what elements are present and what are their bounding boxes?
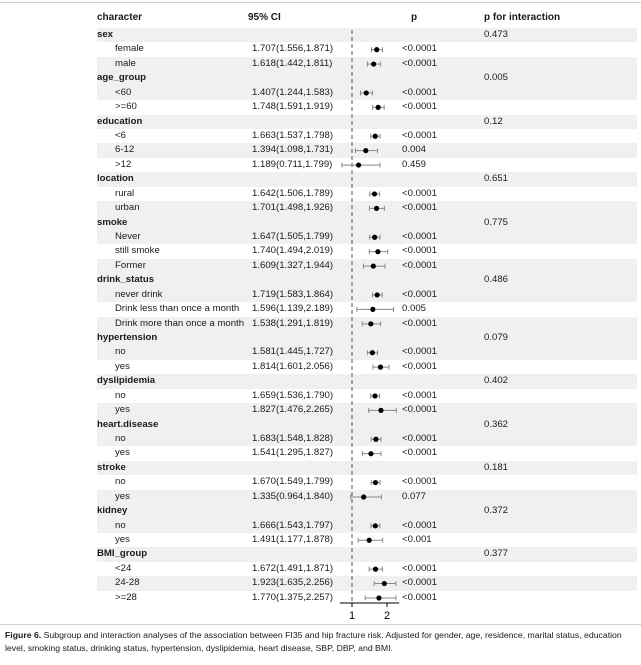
ci-text: 1.701(1.498,1.926)	[252, 202, 334, 214]
point-estimate	[364, 90, 369, 95]
subgroup-label: yes	[115, 447, 130, 459]
header-p: p	[411, 12, 418, 23]
group-label: stroke	[97, 461, 126, 473]
p-value: <0.0001	[402, 57, 437, 69]
subgroup-label: still smoke	[115, 245, 160, 257]
subgroup-label: no	[115, 389, 126, 401]
p-value: <0.0001	[402, 433, 437, 445]
ci-text: 1.394(1.098,1.731)	[252, 144, 334, 156]
point-estimate	[374, 206, 379, 211]
subgroup-label: male	[115, 57, 136, 69]
point-estimate	[371, 61, 376, 66]
caption-text: Subgroup and interaction analyses of the association between FI35 and hip fracture risk. Adjusted for gender, age, residence, marital status, education level, smoking status, drinking status, hypertension, dyslipidemia, heart disease, SBP, DBP, and BMI.	[5, 630, 622, 653]
point-estimate	[371, 263, 376, 268]
group-label: smoke	[97, 216, 128, 228]
p-interaction-value: 0.181	[484, 461, 509, 473]
p-interaction-value: 0.651	[484, 173, 509, 185]
point-estimate	[382, 581, 387, 586]
point-estimate	[375, 249, 380, 254]
subgroup-label: never drink	[115, 288, 163, 300]
p-value: <0.0001	[402, 187, 437, 199]
group-label: BMI_group	[97, 548, 148, 560]
caption-rule	[0, 624, 641, 625]
ci-text: 1.538(1.291,1.819)	[252, 317, 334, 329]
ci-text: 1.770(1.375,2.257)	[252, 591, 334, 603]
group-label: education	[97, 115, 143, 127]
ci-text: 1.189(0.711,1.799)	[252, 158, 333, 170]
ci-text: 1.647(1.505,1.799)	[252, 231, 334, 243]
ci-text: 1.683(1.548,1.828)	[252, 433, 334, 445]
point-estimate	[372, 235, 377, 240]
p-value: <0.0001	[402, 86, 437, 98]
subgroup-label: >=60	[115, 101, 137, 113]
subgroup-label: female	[115, 43, 144, 55]
point-estimate	[356, 162, 361, 167]
point-estimate	[376, 105, 381, 110]
point-estimate	[373, 134, 378, 139]
group-label: kidney	[97, 505, 128, 517]
point-estimate	[375, 292, 380, 297]
p-value: <0.0001	[402, 360, 437, 372]
ci-text: 1.814(1.601,2.056)	[252, 360, 334, 372]
ci-text: 1.335(0.964,1.840)	[252, 490, 334, 502]
subgroup-label: >=28	[115, 591, 137, 603]
p-value: <0.0001	[402, 259, 437, 271]
header-character: character	[97, 12, 143, 23]
p-value: <0.0001	[402, 245, 437, 257]
subgroup-label: no	[115, 346, 126, 358]
group-label: location	[97, 173, 134, 185]
ci-text: 1.609(1.327,1.944)	[252, 259, 334, 271]
x-tick-label: 2	[383, 610, 391, 622]
ci-text: 1.923(1.635,2.256)	[252, 577, 334, 589]
p-value: <0.0001	[402, 317, 437, 329]
subgroup-label: >12	[115, 158, 132, 170]
p-value: <0.0001	[402, 591, 437, 603]
ci-text: 1.596(1.139,2.189)	[252, 303, 334, 315]
point-estimate	[372, 393, 377, 398]
subgroup-label: <60	[115, 86, 132, 98]
p-value: <0.0001	[402, 202, 437, 214]
p-value: 0.459	[402, 158, 427, 170]
point-estimate	[372, 191, 377, 196]
caption-label: Figure 6.	[5, 630, 42, 640]
p-value: 0.005	[402, 303, 427, 315]
subgroup-label: <6	[115, 130, 126, 141]
ci-text: 1.740(1.494,2.019)	[252, 245, 334, 257]
p-value: <0.0001	[402, 476, 437, 488]
ci-text: 1.663(1.537,1.798)	[252, 130, 334, 141]
ci-text: 1.670(1.549,1.799)	[252, 476, 334, 488]
p-value: <0.0001	[402, 404, 437, 416]
point-estimate	[373, 523, 378, 528]
subgroup-label: yes	[115, 490, 130, 502]
x-tick-label: 1	[348, 610, 356, 622]
point-estimate	[370, 307, 375, 312]
point-estimate	[376, 595, 381, 600]
subgroup-label: no	[115, 433, 126, 445]
subgroup-label: 6-12	[115, 144, 135, 156]
group-label: drink_status	[97, 274, 155, 286]
subgroup-label: Never	[115, 231, 141, 243]
group-label: age_group	[97, 72, 147, 84]
p-value: <0.0001	[402, 43, 437, 55]
point-estimate	[367, 538, 372, 543]
p-value: <0.0001	[402, 519, 437, 531]
p-interaction-value: 0.402	[484, 375, 509, 387]
header-p-interaction: p for interaction	[484, 12, 561, 23]
p-interaction-value: 0.005	[484, 72, 509, 84]
p-value: <0.0001	[402, 389, 437, 401]
ci-text: 1.618(1.442,1.811)	[252, 57, 333, 69]
subgroup-label: Drink more than once a month	[115, 317, 245, 329]
group-label: dyslipidemia	[97, 375, 156, 387]
ci-text: 1.827(1.476,2.265)	[252, 404, 334, 416]
p-value: <0.0001	[402, 231, 437, 243]
group-label: heart.disease	[97, 418, 159, 430]
subgroup-label: no	[115, 476, 126, 488]
subgroup-label: yes	[115, 360, 130, 372]
ci-text: 1.541(1.295,1.827)	[252, 447, 334, 459]
point-estimate	[363, 148, 368, 153]
p-interaction-value: 0.362	[484, 418, 509, 430]
point-estimate	[373, 437, 378, 442]
group-label: hypertension	[97, 332, 158, 344]
subgroup-label: urban	[115, 202, 140, 214]
subgroup-label: Former	[115, 259, 146, 271]
group-label: sex	[97, 29, 114, 40]
ci-text: 1.666(1.543,1.797)	[252, 519, 334, 531]
point-estimate	[368, 451, 373, 456]
point-estimate	[368, 321, 373, 326]
ci-text: 1.659(1.536,1.790)	[252, 389, 334, 401]
p-interaction-value: 0.377	[484, 548, 509, 560]
subgroup-label: Drink less than once a month	[115, 303, 240, 315]
p-value: <0.0001	[402, 130, 437, 141]
p-interaction-value: 0.775	[484, 216, 509, 228]
p-value: <0.0001	[402, 562, 437, 574]
p-value: <0.0001	[402, 447, 437, 459]
p-value: <0.0001	[402, 288, 437, 300]
ci-text: 1.719(1.583,1.864)	[252, 288, 334, 300]
subgroup-label: yes	[115, 404, 130, 416]
ci-text: 1.642(1.506,1.789)	[252, 187, 334, 199]
point-estimate	[373, 567, 378, 572]
p-value: <0.0001	[402, 577, 437, 589]
ci-text: 1.407(1.244,1.583)	[252, 86, 334, 98]
subgroup-label: 24-28	[115, 577, 140, 589]
subgroup-label: no	[115, 519, 126, 531]
p-interaction-value: 0.372	[484, 505, 509, 517]
p-interaction-value: 0.12	[484, 115, 503, 127]
p-interaction-value: 0.486	[484, 274, 509, 286]
p-value: <0.0001	[402, 346, 437, 358]
header-ci: 95% CI	[248, 12, 281, 23]
point-estimate	[378, 365, 383, 370]
p-value: 0.077	[402, 490, 427, 502]
point-estimate	[373, 480, 378, 485]
point-estimate	[370, 350, 375, 355]
p-value: <0.001	[402, 534, 432, 546]
figure-caption	[5, 629, 635, 654]
ci-text: 1.672(1.491,1.871)	[252, 562, 334, 574]
p-interaction-value: 0.473	[484, 29, 509, 40]
point-estimate	[374, 47, 379, 52]
point-estimate	[361, 494, 366, 499]
ci-text: 1.748(1.591,1.919)	[252, 101, 334, 113]
ci-text: 1.707(1.556,1.871)	[252, 43, 334, 55]
p-value: 0.004	[402, 144, 427, 156]
ci-text: 1.491(1.177,1.878)	[252, 534, 334, 546]
subgroup-label: rural	[115, 187, 135, 199]
p-value: <0.0001	[402, 101, 437, 113]
subgroup-label: <24	[115, 562, 132, 574]
point-estimate	[378, 408, 383, 413]
ci-text: 1.581(1.445,1.727)	[252, 346, 334, 358]
subgroup-label: yes	[115, 534, 130, 546]
p-interaction-value: 0.079	[484, 332, 509, 344]
